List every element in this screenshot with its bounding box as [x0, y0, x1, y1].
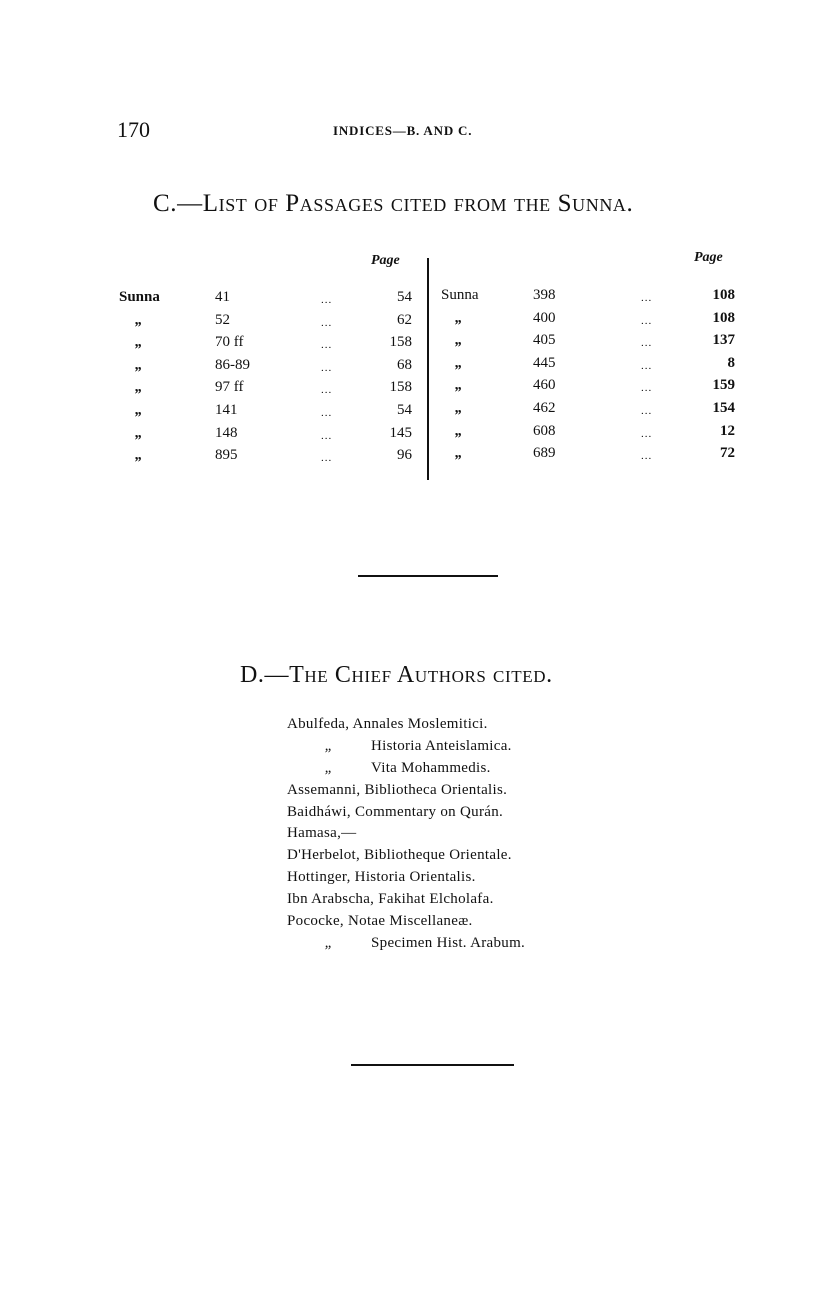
ditto-mark: „	[135, 424, 143, 441]
author-text: Vita Mohammedis.	[371, 759, 491, 776]
ditto-mark: „	[455, 309, 463, 326]
leader-dots: ...	[321, 406, 333, 419]
page-reference: 154	[712, 399, 735, 416]
leader-dots: ...	[641, 359, 653, 372]
page-reference: 137	[712, 332, 735, 349]
leader-dots: ...	[321, 429, 333, 442]
author-text: Specimen Hist. Arabum.	[371, 934, 526, 951]
author-text: D'Herbelot, Bibliotheque Orientale.	[287, 847, 512, 864]
passage-number: 400	[533, 309, 556, 326]
leader-dots: ...	[641, 337, 653, 350]
column-divider	[427, 258, 429, 480]
passage-number: 460	[533, 377, 556, 394]
page-reference: 108	[712, 287, 735, 303]
author-text: Assemanni, Bibliotheca Orientalis.	[287, 781, 508, 798]
author-entry	[287, 804, 525, 826]
page-reference: 159	[712, 377, 735, 394]
leader-dots: ...	[321, 452, 333, 465]
ditto-mark: „	[135, 447, 143, 464]
leader-dots: ...	[321, 361, 333, 374]
passage-number: 141	[215, 401, 238, 418]
passage-number: 398	[533, 287, 556, 303]
passage-number: 52	[215, 311, 230, 328]
source-name: Sunna	[441, 287, 479, 303]
ditto-mark: „	[324, 737, 334, 754]
author-text: Pococke, Notae Miscellaneæ.	[287, 913, 473, 930]
page-column-header-right: Page	[694, 250, 723, 265]
page-reference: 158	[389, 379, 412, 396]
ditto-mark: „	[135, 379, 143, 396]
page-reference: 145	[389, 424, 412, 441]
author-entry	[287, 935, 525, 957]
ditto-mark: „	[324, 759, 334, 776]
ditto-mark: „	[135, 401, 143, 418]
end-rule	[351, 1064, 514, 1066]
passage-number: 895	[215, 447, 238, 464]
author-entry	[287, 782, 525, 804]
ditto-mark: „	[455, 377, 463, 394]
leader-dots: ...	[321, 339, 333, 352]
leader-dots: ...	[641, 292, 653, 304]
leader-dots: ...	[321, 316, 333, 329]
leader-dots: ...	[641, 427, 653, 440]
passage-number: 97 ff	[215, 379, 244, 396]
author-entry	[287, 891, 525, 913]
author-entry	[287, 913, 525, 935]
page-reference: 68	[397, 356, 412, 373]
ditto-mark: „	[135, 356, 143, 373]
source-name: Sunna	[119, 289, 160, 305]
passage-number: 148	[215, 424, 238, 441]
leader-dots: ...	[641, 450, 653, 463]
page-reference: 8	[727, 354, 735, 371]
passage-number: 70 ff	[215, 334, 244, 351]
author-text: Abulfeda, Annales Moslemitici.	[287, 716, 488, 732]
passage-number: 608	[533, 422, 556, 439]
author-text: Historia Anteislamica.	[371, 737, 512, 754]
passage-number: 405	[533, 332, 556, 349]
author-entry	[287, 869, 525, 891]
author-entry	[287, 760, 525, 782]
ditto-mark: „	[455, 332, 463, 349]
author-entry	[287, 716, 525, 738]
page-reference: 62	[397, 311, 412, 328]
passage-number: 689	[533, 445, 556, 462]
leader-dots: ...	[641, 314, 653, 327]
ditto-mark: „	[135, 334, 143, 351]
author-text: Ibn Arabscha, Fakihat Elcholafa.	[287, 891, 494, 908]
section-divider-rule	[358, 575, 498, 577]
author-entry	[287, 847, 525, 869]
page-reference: 108	[712, 309, 735, 326]
leader-dots: ...	[641, 382, 653, 395]
page-reference: 54	[397, 289, 412, 305]
page-reference: 96	[397, 447, 412, 464]
author-entry	[287, 825, 525, 847]
ditto-mark: „	[135, 311, 143, 328]
leader-dots: ...	[641, 404, 653, 417]
passage-number: 86-89	[215, 356, 250, 373]
ditto-mark: „	[455, 445, 463, 462]
ditto-mark: „	[324, 934, 334, 951]
page-reference: 54	[397, 401, 412, 418]
author-text: Hottinger, Historia Orientalis.	[287, 869, 476, 886]
page-reference: 12	[720, 422, 735, 439]
leader-dots: ...	[321, 384, 333, 397]
page-reference: 72	[720, 445, 735, 462]
leader-dots: ...	[321, 294, 333, 306]
ditto-mark: „	[455, 422, 463, 439]
page-column-header-left: Page	[371, 253, 400, 268]
author-entry	[287, 738, 525, 760]
page-reference: 158	[389, 334, 412, 351]
passage-number: 462	[533, 399, 556, 416]
authors-list	[287, 716, 525, 957]
section-d-title: D.—The Chief Authors cited.	[240, 662, 553, 688]
author-text: Hamasa,—	[287, 825, 357, 842]
author-text: Baidháwi, Commentary on Qurán.	[287, 803, 504, 820]
page-number: 170	[117, 117, 150, 142]
passage-number: 41	[215, 289, 230, 305]
running-head: INDICES—B. AND C.	[333, 123, 473, 138]
passage-number: 445	[533, 354, 556, 371]
ditto-mark: „	[455, 354, 463, 371]
section-c-title: C.—List of Passages cited from the Sunna.	[153, 190, 634, 217]
ditto-mark: „	[455, 399, 463, 416]
